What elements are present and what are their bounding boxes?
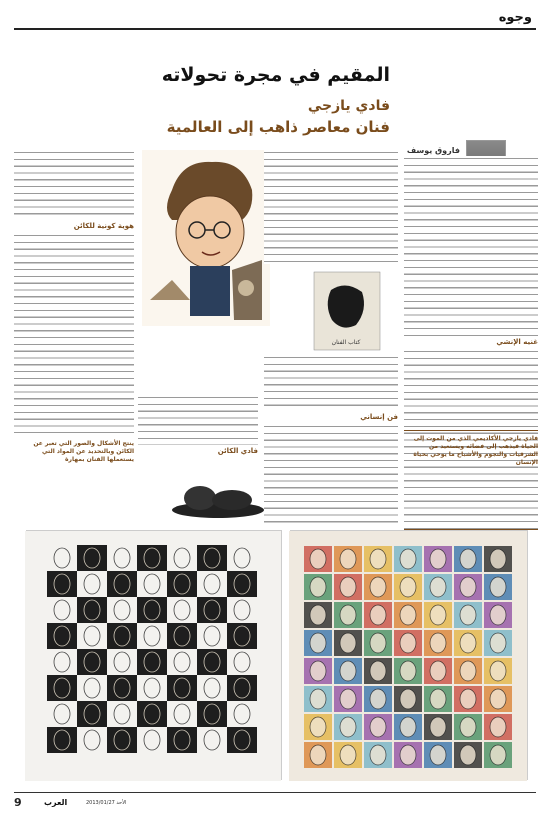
checker-cell (197, 701, 227, 727)
checker-cell (167, 649, 197, 675)
painted-face (460, 689, 476, 709)
painted-face (430, 689, 446, 709)
subhead-4: فادي الكائن (217, 447, 258, 455)
painted-face (370, 577, 386, 597)
checker-cell (197, 597, 227, 623)
painted-face (490, 661, 506, 681)
checker-cell (77, 545, 107, 571)
painted-face (400, 745, 416, 765)
checker-cell (107, 727, 137, 753)
author-name: فاروق يوسف (406, 146, 460, 155)
article-subtitle: فنان معاصر ذاهب إلى العالمية (166, 118, 390, 136)
painted-face (310, 605, 326, 625)
painted-face (490, 689, 506, 709)
text-block (264, 424, 398, 524)
painted-face (460, 605, 476, 625)
painted-face (310, 633, 326, 653)
painted-face (490, 577, 506, 597)
painted-face (460, 745, 476, 765)
checker-cell (107, 623, 137, 649)
checker-cell (77, 623, 107, 649)
painted-face (310, 549, 326, 569)
checker-cell (167, 597, 197, 623)
checker-cell (47, 623, 77, 649)
checker-cell (137, 701, 167, 727)
checker-cell (47, 571, 77, 597)
checker-cell (197, 649, 227, 675)
painted-face (490, 633, 506, 653)
checker-cell (227, 701, 257, 727)
checker-cell (167, 571, 197, 597)
section-label: وجوه (498, 10, 532, 25)
checker-cell (137, 623, 167, 649)
checker-cell (137, 597, 167, 623)
checker-cell (227, 571, 257, 597)
painted-face (370, 605, 386, 625)
painted-face (340, 745, 356, 765)
painted-face (400, 549, 416, 569)
painted-face (430, 717, 446, 737)
checker-cell (47, 597, 77, 623)
checker-cell (107, 571, 137, 597)
subhead-2: هوية كونية للكائن (73, 222, 134, 230)
checker-cell (137, 545, 167, 571)
checker-cell (47, 649, 77, 675)
checker-cell (167, 675, 197, 701)
painted-face (400, 661, 416, 681)
checker-cell (197, 571, 227, 597)
painted-face (460, 661, 476, 681)
checker-cell (227, 623, 257, 649)
article-column-2 (264, 150, 398, 350)
checker-cell (107, 675, 137, 701)
newspaper-brand: العرب (44, 798, 68, 807)
painted-face (490, 745, 506, 765)
checker-cell (107, 649, 137, 675)
checker-cell (77, 675, 107, 701)
painted-face (370, 549, 386, 569)
text-block (138, 395, 258, 445)
painted-face (400, 689, 416, 709)
checker-cell (47, 545, 77, 571)
painted-face (460, 633, 476, 653)
checker-cell (227, 545, 257, 571)
painted-face (310, 661, 326, 681)
painted-face (310, 717, 326, 737)
checker-cell (137, 675, 167, 701)
painting-colorful-grid (290, 530, 528, 780)
painted-face (370, 717, 386, 737)
painted-face (340, 689, 356, 709)
painted-face (310, 689, 326, 709)
painted-face (310, 577, 326, 597)
pull-quote-right: فادي يازجي الأكاديمي الذي من الموت إلى الحياة فيذهب إلى فضائه ويستعيد من الشرقيات والنجوم والأشباح ما يوحي بحياة الإنسان (404, 430, 538, 530)
article-kicker: فادي يازجي (307, 98, 390, 114)
painted-face (430, 745, 446, 765)
checker-cell (227, 675, 257, 701)
painted-face (340, 549, 356, 569)
checker-cell (137, 571, 167, 597)
painted-face (460, 577, 476, 597)
checker-cell (77, 597, 107, 623)
checker-cell (47, 675, 77, 701)
painted-face (430, 605, 446, 625)
checker-cell (197, 727, 227, 753)
checker-cell (107, 701, 137, 727)
checker-cell (227, 727, 257, 753)
subhead-3: فن إنساني (360, 413, 398, 421)
footer-divider (14, 792, 536, 793)
page-number: 9 (14, 796, 22, 809)
text-block (14, 150, 134, 220)
checker-cell (167, 623, 197, 649)
checker-cell (137, 727, 167, 753)
article-headline: المقيم في مجرة تحولاته (161, 64, 390, 86)
text-block (264, 150, 398, 264)
top-divider (14, 28, 536, 30)
checker-cell (167, 545, 197, 571)
painted-face (370, 633, 386, 653)
pull-quote-left: ينتج الأشكال والصور التي تعبر عن الكائن وبالتحديد عن المواد التي يستعملها الفنان بمهارة (33, 440, 134, 463)
painted-face (310, 745, 326, 765)
painted-face (370, 689, 386, 709)
checker-cell (167, 701, 197, 727)
painted-face (340, 577, 356, 597)
painted-face (370, 661, 386, 681)
caricature-illustration (142, 150, 270, 326)
book-caption: كتاب الفنان (331, 339, 361, 346)
subhead-1: غنيه الإنشي (496, 338, 538, 346)
painted-face (460, 717, 476, 737)
painted-face (430, 549, 446, 569)
checker-cell (227, 649, 257, 675)
sculpture-image (170, 480, 266, 520)
painted-face (460, 549, 476, 569)
checker-cell (77, 571, 107, 597)
text-block (14, 233, 134, 433)
painted-face (490, 717, 506, 737)
checker-cell (197, 545, 227, 571)
painted-face (490, 549, 506, 569)
checker-cell (77, 727, 107, 753)
painted-face (490, 605, 506, 625)
checker-cell (197, 623, 227, 649)
painted-face (430, 661, 446, 681)
text-block (264, 355, 398, 411)
painted-face (340, 661, 356, 681)
checker-cell (107, 545, 137, 571)
painted-face (430, 633, 446, 653)
painted-face (400, 605, 416, 625)
painted-face (430, 577, 446, 597)
text-block (404, 156, 538, 336)
checker-cell (137, 649, 167, 675)
painted-face (400, 633, 416, 653)
checker-cell (77, 701, 107, 727)
checker-cell (197, 675, 227, 701)
painted-face (400, 717, 416, 737)
checker-cell (227, 597, 257, 623)
issue-date: الأحد 2013/01/27 (86, 800, 127, 806)
painted-face (340, 605, 356, 625)
checker-cell (107, 597, 137, 623)
checker-cell (77, 649, 107, 675)
painted-face (340, 717, 356, 737)
painted-face (370, 745, 386, 765)
article-column-5 (264, 355, 398, 535)
painted-face (400, 577, 416, 597)
checker-cell (167, 727, 197, 753)
checker-cell (47, 727, 77, 753)
painting-checkerboard (26, 530, 282, 780)
checker-cell (47, 701, 77, 727)
painted-face (340, 633, 356, 653)
